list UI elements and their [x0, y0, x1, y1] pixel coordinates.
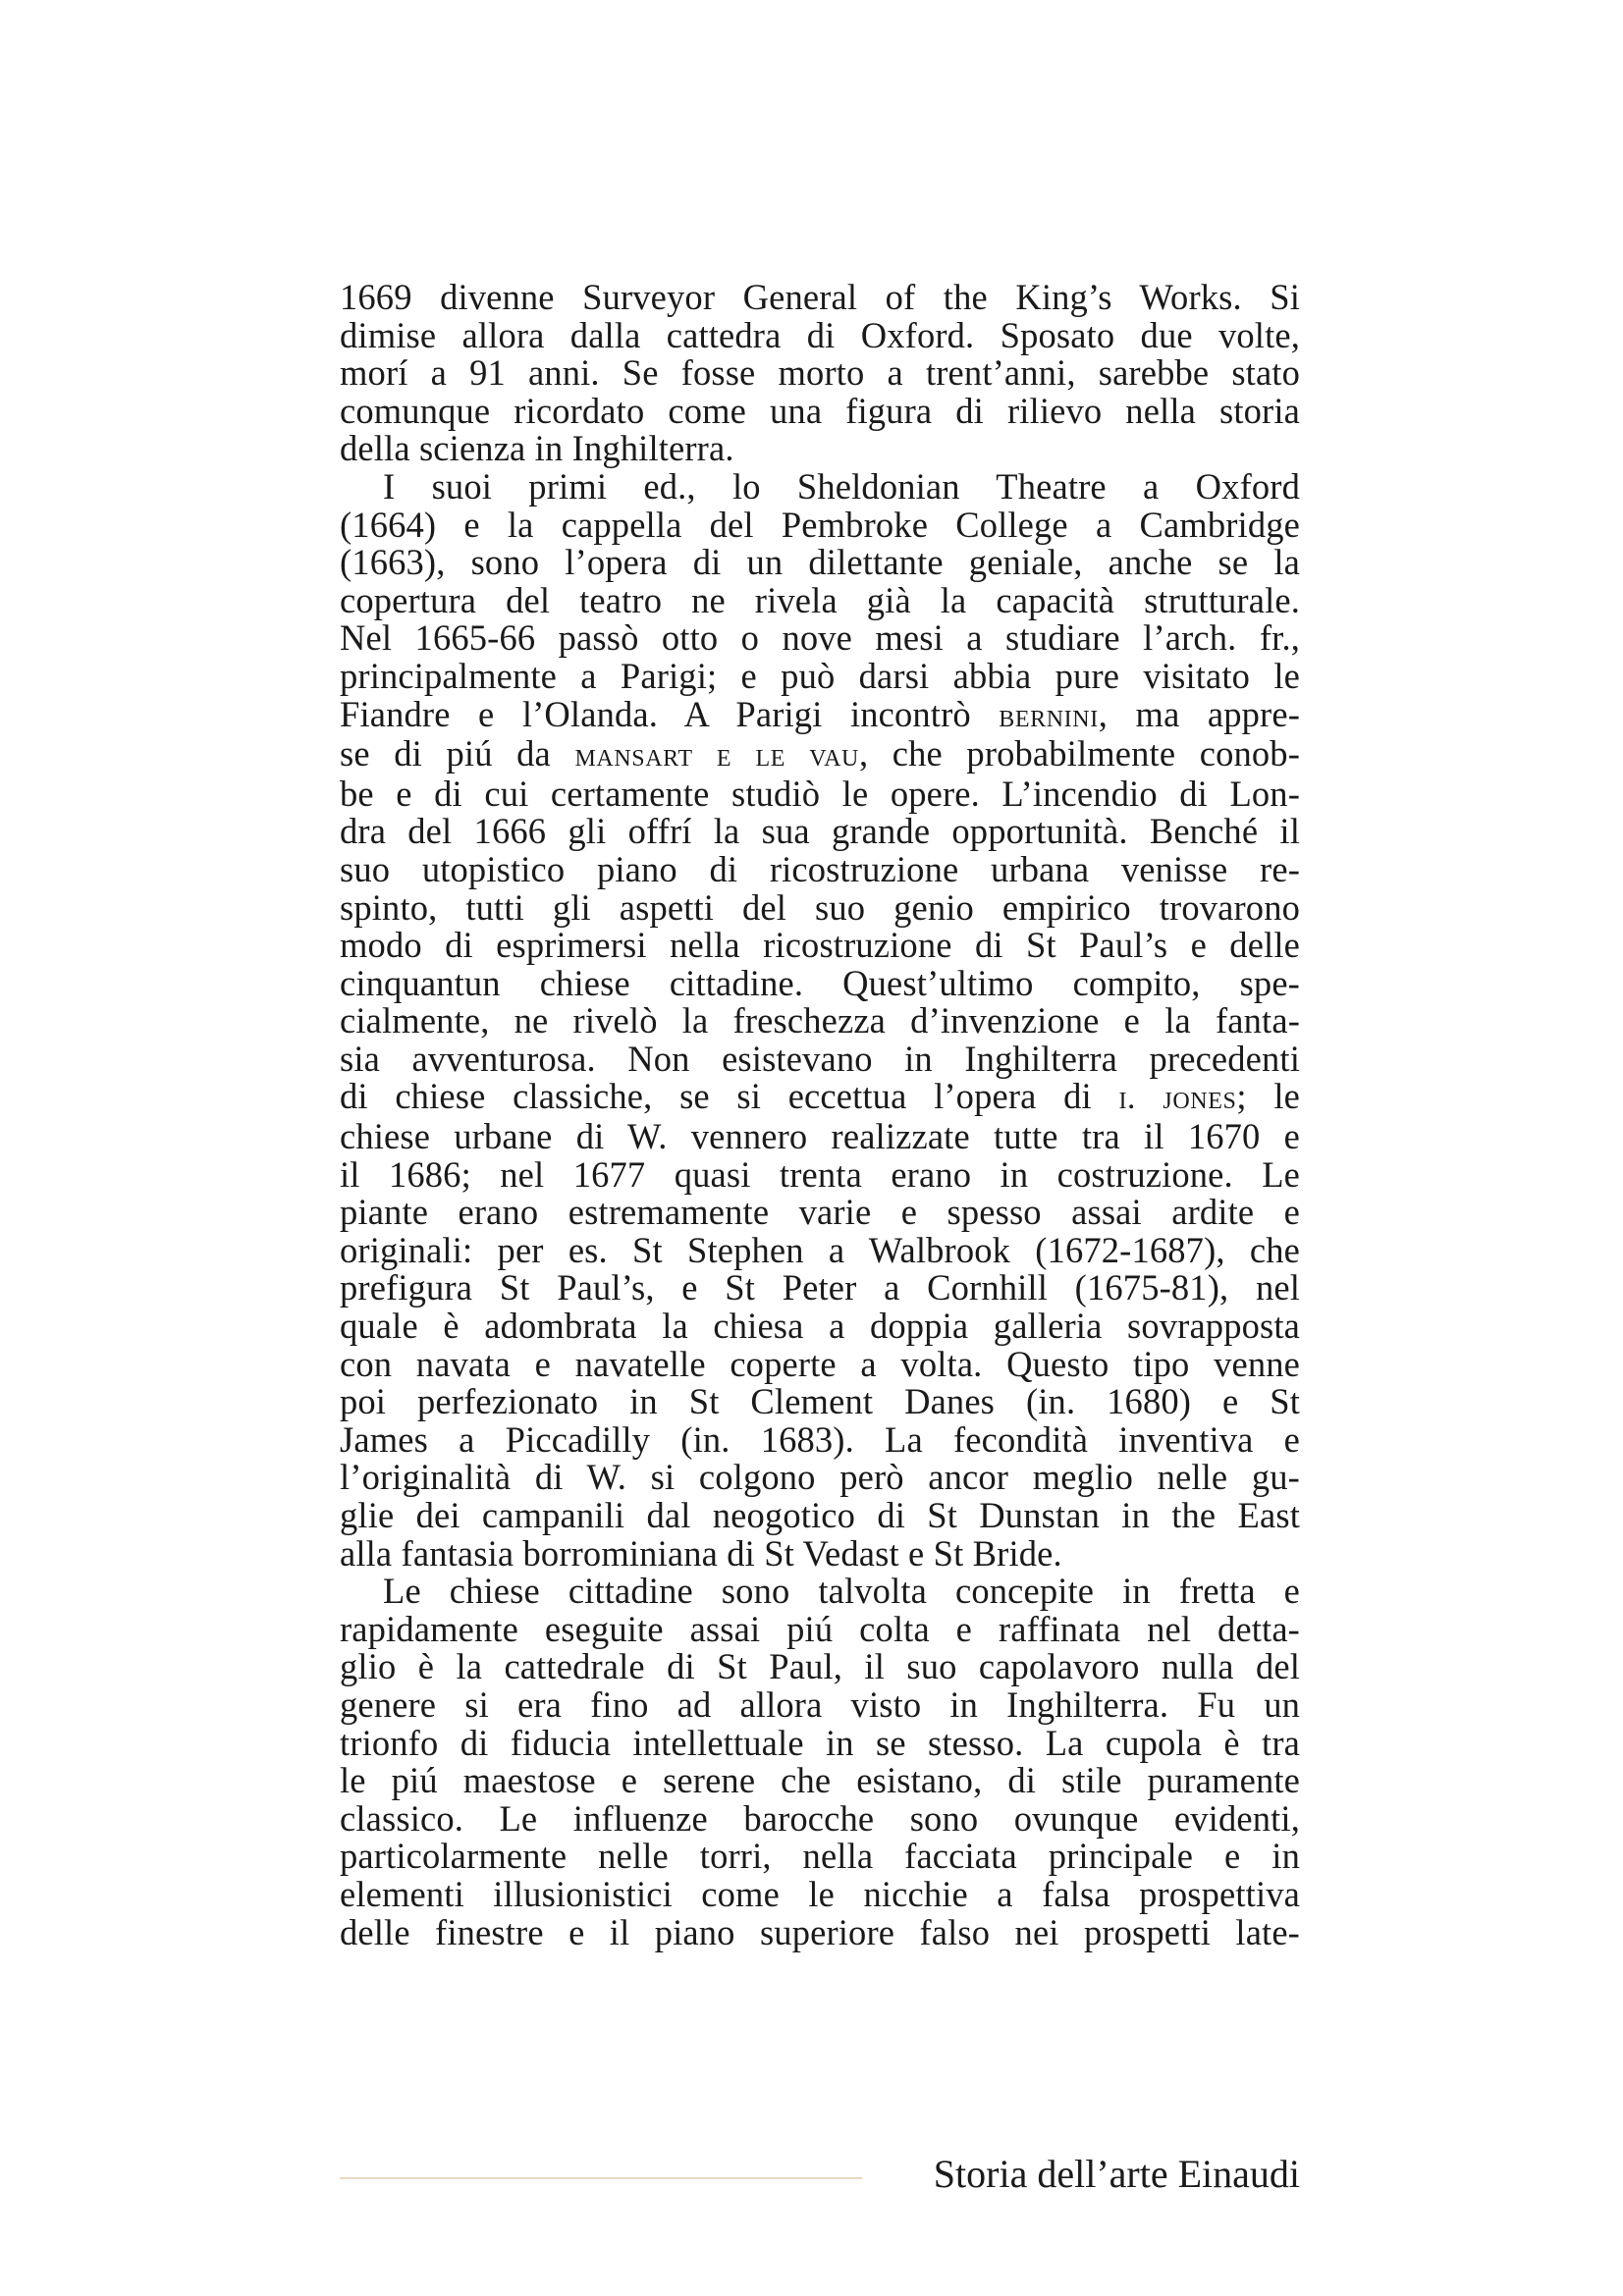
name-le-vau: le vau [755, 737, 859, 774]
text-segment: Fiandre e l’Olanda. A Parigi incontrò [340, 693, 971, 734]
text-line: James a Piccadilly (in. 1683). La fecondità inventiva e [340, 1418, 1300, 1460]
text-line: chiese urbane di W. vennero realizzate tutte tra il 1670 e [340, 1116, 1300, 1157]
text-line: della scienza in Inghilterra. [340, 428, 734, 469]
text-line: elementi illusionistici come le nicchie a falsa prospettiva [340, 1873, 1300, 1914]
text-line: piante erano estremamente varie e spesso assai ardite e [340, 1192, 1300, 1233]
text-line: alla fantasia borrominiana di St Vedast e St Bride. [340, 1532, 1062, 1574]
text-segment: se di piú da [340, 733, 551, 774]
name-bernini: bernini [999, 697, 1099, 734]
text-line: Nel 1665-66 passò otto o nove mesi a studiare l’arch. fr., [340, 617, 1300, 659]
name-mansart: mansart [574, 737, 693, 774]
text-line: prefigura St Paul’s, e St Peter a Cornhill (1675-81), nel [340, 1267, 1300, 1308]
text-line: dimise allora dalla cattedra di Oxford. Sposato due volte, [340, 314, 1300, 355]
text-line: con navata e navatelle coperte a volta. Questo tipo venne [340, 1343, 1300, 1384]
paragraph-start-line: I suoi primi ed., lo Sheldonian Theatre a Oxford [383, 465, 1300, 507]
text-line: sia avventurosa. Non esistevano in Inghilterra precedenti [340, 1038, 1300, 1079]
text-line: glio è la cattedrale di St Paul, il suo capolavoro nulla del [340, 1646, 1300, 1687]
text-line: copertura del teatro ne rivela già la capacità strutturale. [340, 579, 1300, 620]
text-line: le piú maestose e serene che esistano, di stile puramente [340, 1760, 1300, 1801]
text-line: rapidamente eseguite assai piú colta e raffinata nel detta- [340, 1608, 1300, 1649]
text-line: l’originalità di W. si colgono però ancor meglio nelle gu- [340, 1457, 1300, 1498]
text-line: morí a 91 anni. Se fosse morto a trent’anni, sarebbe stato [340, 352, 1300, 394]
text-line: delle finestre e il piano superiore falso nei prospetti late- [340, 1911, 1300, 1952]
text-line: poi perfezionato in St Clement Danes (in. 1680) e St [340, 1381, 1300, 1422]
text-line: classico. Le influenze barocche sono ovunque evidenti, [340, 1797, 1300, 1839]
text-line: cinquantun chiese cittadine. Quest’ultimo compito, spe- [340, 962, 1300, 1003]
text-line: 1669 divenne Surveyor General of the King’s Works. Si [340, 277, 1300, 317]
text-line: (1663), sono l’opera di un dilettante geniale, anche se la [340, 542, 1300, 583]
text-line [340, 735, 1300, 775]
text-segment: di chiese classiche, se si eccettua l’opera di [340, 1076, 1092, 1117]
text-line: quale è adombrata la chiesa a doppia galleria sovrapposta [340, 1306, 1300, 1347]
text-line: trionfo di fiducia intellettuale in se stesso. La cupola è tra [340, 1722, 1300, 1763]
text-line: glie dei campanili dal neogotico di St Dunstan in the East [340, 1495, 1300, 1535]
text-segment: ; le [1236, 1076, 1300, 1117]
text-line: principalmente a Parigi; e può darsi abbia pure visitato le [340, 655, 1300, 696]
text-line: dra del 1666 gli offrí la sua grande opportunità. Benché il [340, 811, 1300, 852]
text-segment: e [692, 737, 756, 774]
footer-rule [340, 2177, 862, 2179]
name-i-jones: i. jones [1118, 1080, 1237, 1117]
text-segment: , ma appre- [1098, 693, 1300, 734]
text-line: cialmente, ne rivelò la freschezza d’invenzione e la fanta- [340, 1000, 1300, 1041]
body-text [340, 279, 1300, 1951]
footer-title: Storia dell’arte Einaudi [933, 2152, 1300, 2196]
text-line: (1664) e la cappella del Pembroke College a Cambridge [340, 504, 1300, 545]
text-line [340, 693, 1300, 736]
text-line: particolarmente nelle torri, nella facciata principale e in [340, 1836, 1300, 1877]
text-line: originali: per es. St Stephen a Walbrook (1672-1687), che [340, 1229, 1300, 1270]
text-line: comunque ricordato come una figura di rilievo nella storia [340, 390, 1300, 431]
paragraph-start-line: Le chiese cittadine sono talvolta concepite in fretta e [383, 1571, 1300, 1612]
text-line [340, 1078, 1300, 1118]
text-line: modo di esprimersi nella ricostruzione di St Paul’s e delle [340, 925, 1300, 966]
text-segment: , che probabilmente conob- [858, 733, 1301, 774]
text-line: suo utopistico piano di ricostruzione urbana venisse re- [340, 848, 1300, 889]
text-line: genere si era fino ad allora visto in Inghilterra. Fu un [340, 1683, 1300, 1725]
text-line: spinto, tutti gli aspetti del suo genio empirico trovarono [340, 886, 1300, 928]
text-line: be e di cui certamente studiò le opere. L’incendio di Lon- [340, 773, 1300, 814]
text-line: il 1686; nel 1677 quasi trenta erano in costruzione. Le [340, 1153, 1300, 1195]
